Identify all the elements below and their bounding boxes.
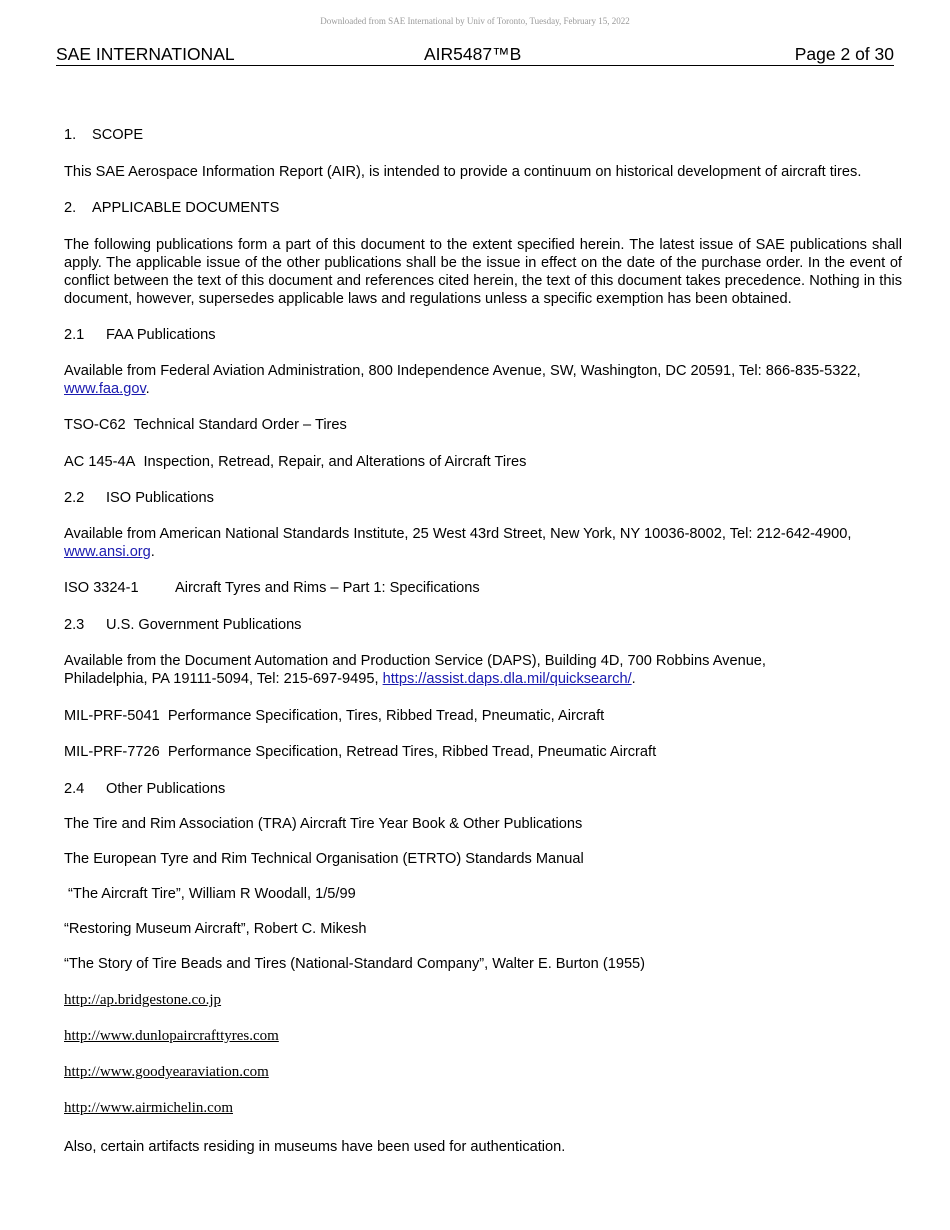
doc-code: TSO-C62	[64, 417, 126, 433]
doc-code: MIL-PRF-5041	[64, 708, 160, 724]
doc-title: Inspection, Retread, Repair, and Alterations of Aircraft Tires	[143, 454, 527, 470]
header-page-number: Page 2 of 30	[794, 44, 894, 64]
usgov-availability-line2: Philadelphia, PA 19111-5094, Tel: 215-697-9495,	[64, 671, 383, 687]
doc-title: Technical Standard Order – Tires	[133, 417, 347, 433]
faa-availability-text: Available from Federal Aviation Administration, 800 Independence Avenue, SW, Washington, DC 20591, Tel: 866-835-5322,	[64, 363, 861, 379]
section-faa-heading	[64, 326, 902, 344]
section-number: 2.1	[64, 327, 85, 343]
faa-link[interactable]: www.faa.gov	[64, 381, 146, 397]
section-number: 2.	[64, 200, 77, 216]
section-title: SCOPE	[92, 127, 144, 143]
applicable-text: The following publications form a part of this document to the extent specified herein. The latest issue of SAE publications shall apply. The applicable issue of the other publications shall be the issue in effect on the date of the purchase order. In the event of conflict between the text of this document and references cited herein, the text of this document takes precedence. Nothing in this document, however, supersedes applicable laws and regulations unless a specific exemption has been obtained.	[64, 237, 902, 307]
other-item: “Restoring Museum Aircraft”, Robert C. Mikesh	[64, 921, 367, 937]
faa-availability: Available from Federal Aviation Administration, 800 Independence Avenue, SW, Washington, DC 20591, Tel: 866-835-5322, www.faa.gov.	[64, 363, 861, 397]
section-number: 1.	[64, 127, 77, 143]
doc-title: Performance Specification, Retread Tires, Ribbed Tread, Pneumatic Aircraft	[167, 744, 657, 760]
usgov-availability-line1: Available from the Document Automation and Production Service (DAPS), Building 4D, 700 Robbins Avenue,	[64, 653, 766, 669]
doc-code: ISO 3324-1	[64, 580, 139, 596]
section-number: 2.3	[64, 617, 85, 633]
faa-doc-1	[64, 416, 902, 434]
header-doc-id: AIR5487™B	[424, 44, 522, 64]
section-number: 2.2	[64, 490, 85, 506]
section-title: APPLICABLE DOCUMENTS	[92, 200, 280, 216]
document-body	[64, 126, 902, 1156]
closing-text: Also, certain artifacts residing in museums have been used for authentication.	[64, 1139, 566, 1155]
usgov-doc-2	[64, 743, 902, 761]
doc-code: MIL-PRF-7726	[64, 744, 160, 760]
other-item: “The Story of Tire Beads and Tires (National-Standard Company”, Walter E. Burton (1955)	[64, 956, 646, 972]
section-iso-heading	[64, 489, 902, 507]
section-title: Other Publications	[106, 781, 226, 797]
ansi-link[interactable]: www.ansi.org	[64, 544, 151, 560]
other-item: “The Aircraft Tire”, William R Woodall, 1/5/99	[64, 886, 356, 902]
michelin-link[interactable]: http://www.airmichelin.com	[64, 1100, 233, 1116]
goodyear-link[interactable]: http://www.goodyearaviation.com	[64, 1064, 269, 1080]
download-notice: Downloaded from SAE International by Univ of Toronto, Tuesday, February 15, 2022	[320, 16, 630, 26]
page-header	[56, 44, 894, 66]
section-title: ISO Publications	[106, 490, 214, 506]
section-scope-heading	[64, 126, 902, 144]
doc-title: Performance Specification, Tires, Ribbed Tread, Pneumatic, Aircraft	[167, 708, 605, 724]
bridgestone-link[interactable]: http://ap.bridgestone.co.jp	[64, 992, 222, 1008]
usgov-doc-1	[64, 707, 902, 725]
assist-link[interactable]: https://assist.daps.dla.mil/quicksearch/	[382, 671, 632, 687]
doc-code: AC 145-4A	[64, 454, 136, 470]
section-usgov-heading	[64, 616, 902, 634]
dunlop-link[interactable]: http://www.dunlopaircrafttyres.com	[64, 1028, 279, 1044]
usgov-availability: Available from the Document Automation and Production Service (DAPS), Building 4D, 700 Robbins Avenue, Philadelphia, PA 19111-5094, Tel: 215-697-9495, https://assist.daps.dla.mil/quicksearch/.	[64, 653, 766, 687]
other-item: The European Tyre and Rim Technical Organisation (ETRTO) Standards Manual	[64, 851, 584, 867]
section-title: U.S. Government Publications	[106, 617, 302, 633]
header-org: SAE INTERNATIONAL	[56, 44, 235, 64]
section-title: FAA Publications	[106, 327, 216, 343]
scope-text: This SAE Aerospace Information Report (AIR), is intended to provide a continuum on historical development of aircraft tires.	[64, 164, 862, 180]
iso-doc-1	[64, 579, 902, 597]
other-item: The Tire and Rim Association (TRA) Aircraft Tire Year Book & Other Publications	[64, 816, 583, 832]
iso-availability-text: Available from American National Standards Institute, 25 West 43rd Street, New York, NY 10036-8002, Tel: 212-642-4900,	[64, 526, 852, 542]
section-number: 2.4	[64, 781, 85, 797]
section-other-heading	[64, 780, 902, 798]
section-applicable-heading	[64, 199, 902, 217]
iso-availability: Available from American National Standards Institute, 25 West 43rd Street, New York, NY 10036-8002, Tel: 212-642-4900, www.ansi.org.	[64, 526, 852, 560]
faa-doc-2	[64, 453, 902, 471]
doc-title: Aircraft Tyres and Rims – Part 1: Specifications	[175, 580, 480, 596]
